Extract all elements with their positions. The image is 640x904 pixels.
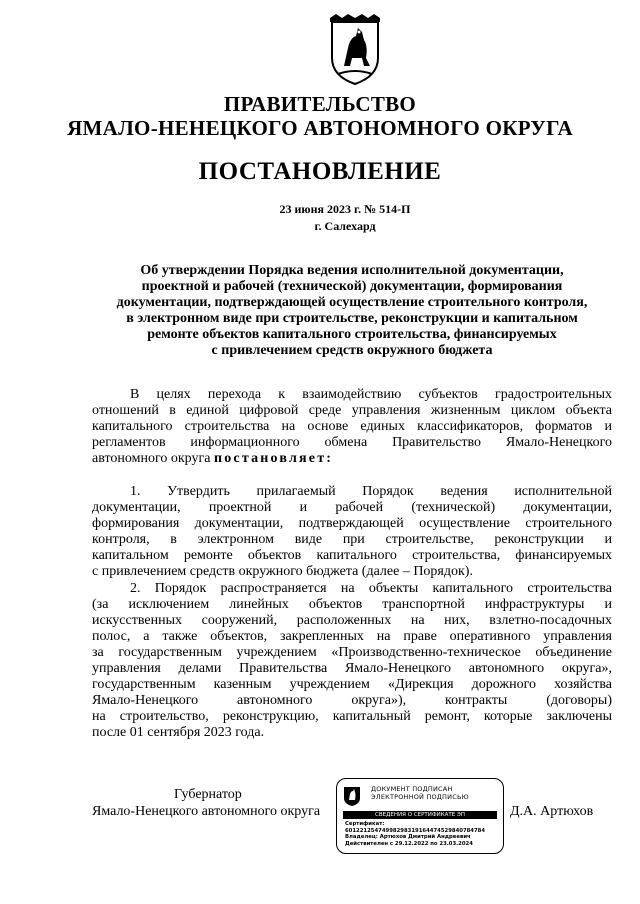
- stamp-heading-line: ЭЛЕКТРОННОЙ ПОДПИСЬЮ: [371, 793, 469, 801]
- subject-line: в электронном виде при строительстве, реконструкции и капитальном: [126, 311, 578, 326]
- signer-title-line-1: Губернатор: [174, 787, 242, 802]
- text-line: с привлечением средств окружного бюджета (далее – Порядок).: [92, 564, 473, 579]
- item-2-paragraph: [92, 581, 612, 741]
- stamp-certificate-bar: СВЕДЕНИЯ О СЕРТИФИКАТЕ ЭП: [343, 811, 497, 819]
- subject-line: ремонте объектов капитального строительства, финансируемых: [147, 327, 557, 342]
- text-line: искусственных сооружений, расположенных на них, взлетно-посадочных: [92, 613, 612, 628]
- date-number: 23 июня 2023 г. № 514-П: [279, 202, 411, 216]
- document-type: ПОСТАНОВЛЕНИЕ: [198, 158, 442, 185]
- preamble-paragraph: [92, 387, 612, 467]
- text-line: полос, а также объектов, закрепленных на праве оперативного управления: [92, 629, 612, 644]
- text-line: формирования документации, подтверждающей осуществление строительного: [92, 516, 612, 531]
- stamp-detail-line: 60122125474998298319164474529840784784: [345, 827, 486, 834]
- text-line: управления делами Правительства Ямало-Ненецкого автономного округа»,: [92, 661, 612, 676]
- item-1-paragraph: [92, 484, 612, 580]
- text-line: капитальном ремонте объектов капитального строительства, финансируемых: [92, 548, 612, 563]
- subject-line: проектной и рабочей (технической) документации, формирования: [141, 279, 563, 294]
- government-line-1: ПРАВИТЕЛЬСТВО: [223, 92, 417, 116]
- text-line: государственным казенным учреждением «Дирекция дорожного хозяйства: [92, 677, 612, 692]
- stamp-heading: [371, 785, 469, 801]
- document-subject: [92, 263, 612, 359]
- stamp-emblem-icon: [343, 785, 361, 807]
- electronic-signature-stamp: [336, 778, 504, 854]
- coat-of-arms-icon: [326, 14, 384, 86]
- government-line-2: ЯМАЛО-НЕНЕЦКОГО АВТОНОМНОГО ОКРУГА: [67, 116, 573, 140]
- text-line: 2. Порядок распространяется на объекты капитального строительства: [130, 581, 612, 596]
- stamp-detail-line: Действителен с 29.12.2022 по 23.03.2024: [345, 840, 473, 847]
- text-line: В целях перехода к взаимодействию субъектов градостроительных: [130, 387, 612, 402]
- text-line: 1. Утвердить прилагаемый Порядок ведения исполнительной: [130, 484, 612, 499]
- text-line: на строительство, реконструкцию, капитальный ремонт, которые заключены: [92, 709, 612, 724]
- preamble-end: автономного округа: [92, 451, 214, 466]
- subject-line: с привлечением средств окружного бюджета: [211, 343, 493, 358]
- stamp-detail-line: Сертификат:: [345, 821, 385, 827]
- text-line: капитального строительства на основе единых классификаторов, форматов и: [92, 419, 612, 434]
- subject-line: документации, подтверждающей осуществление строительного контроля,: [116, 295, 588, 310]
- text-line: после 01 сентября 2023 года.: [92, 725, 265, 740]
- text-line: контроля, в электронном виде при строительстве, реконструкции и: [92, 532, 612, 547]
- text-line: Ямало-Ненецкого автономного округа»), контракты (договоры): [92, 693, 612, 708]
- subject-line: Об утверждении Порядка ведения исполнительной документации,: [140, 263, 564, 278]
- signer-title-line-2: Ямало-Ненецкого автономного округа: [92, 804, 321, 819]
- city: г. Салехард: [314, 219, 376, 233]
- text-line: (за исключением линейных объектов транспортной инфраструктуры и: [92, 597, 612, 612]
- signer-name: Д.А. Артюхов: [510, 804, 594, 819]
- stamp-detail-line: Владелец: Артюхов Дмитрий Андреевич: [345, 834, 471, 841]
- text-line: за государственным учреждением «Производственно-техническое объединение: [92, 645, 612, 660]
- text-line: [92, 451, 612, 467]
- resolves-word: постановляет:: [213, 451, 334, 466]
- stamp-details: [345, 821, 485, 847]
- text-line: документации, проектной и рабочей (технической) документации,: [92, 500, 612, 515]
- text-line: регламентов информационного обмена Правительство Ямало-Ненецкого: [92, 435, 612, 450]
- stamp-heading-line: ДОКУМЕНТ ПОДПИСАН: [371, 785, 453, 793]
- text-line: отношений в единой цифровой среде управления жизненным циклом объекта: [92, 403, 612, 418]
